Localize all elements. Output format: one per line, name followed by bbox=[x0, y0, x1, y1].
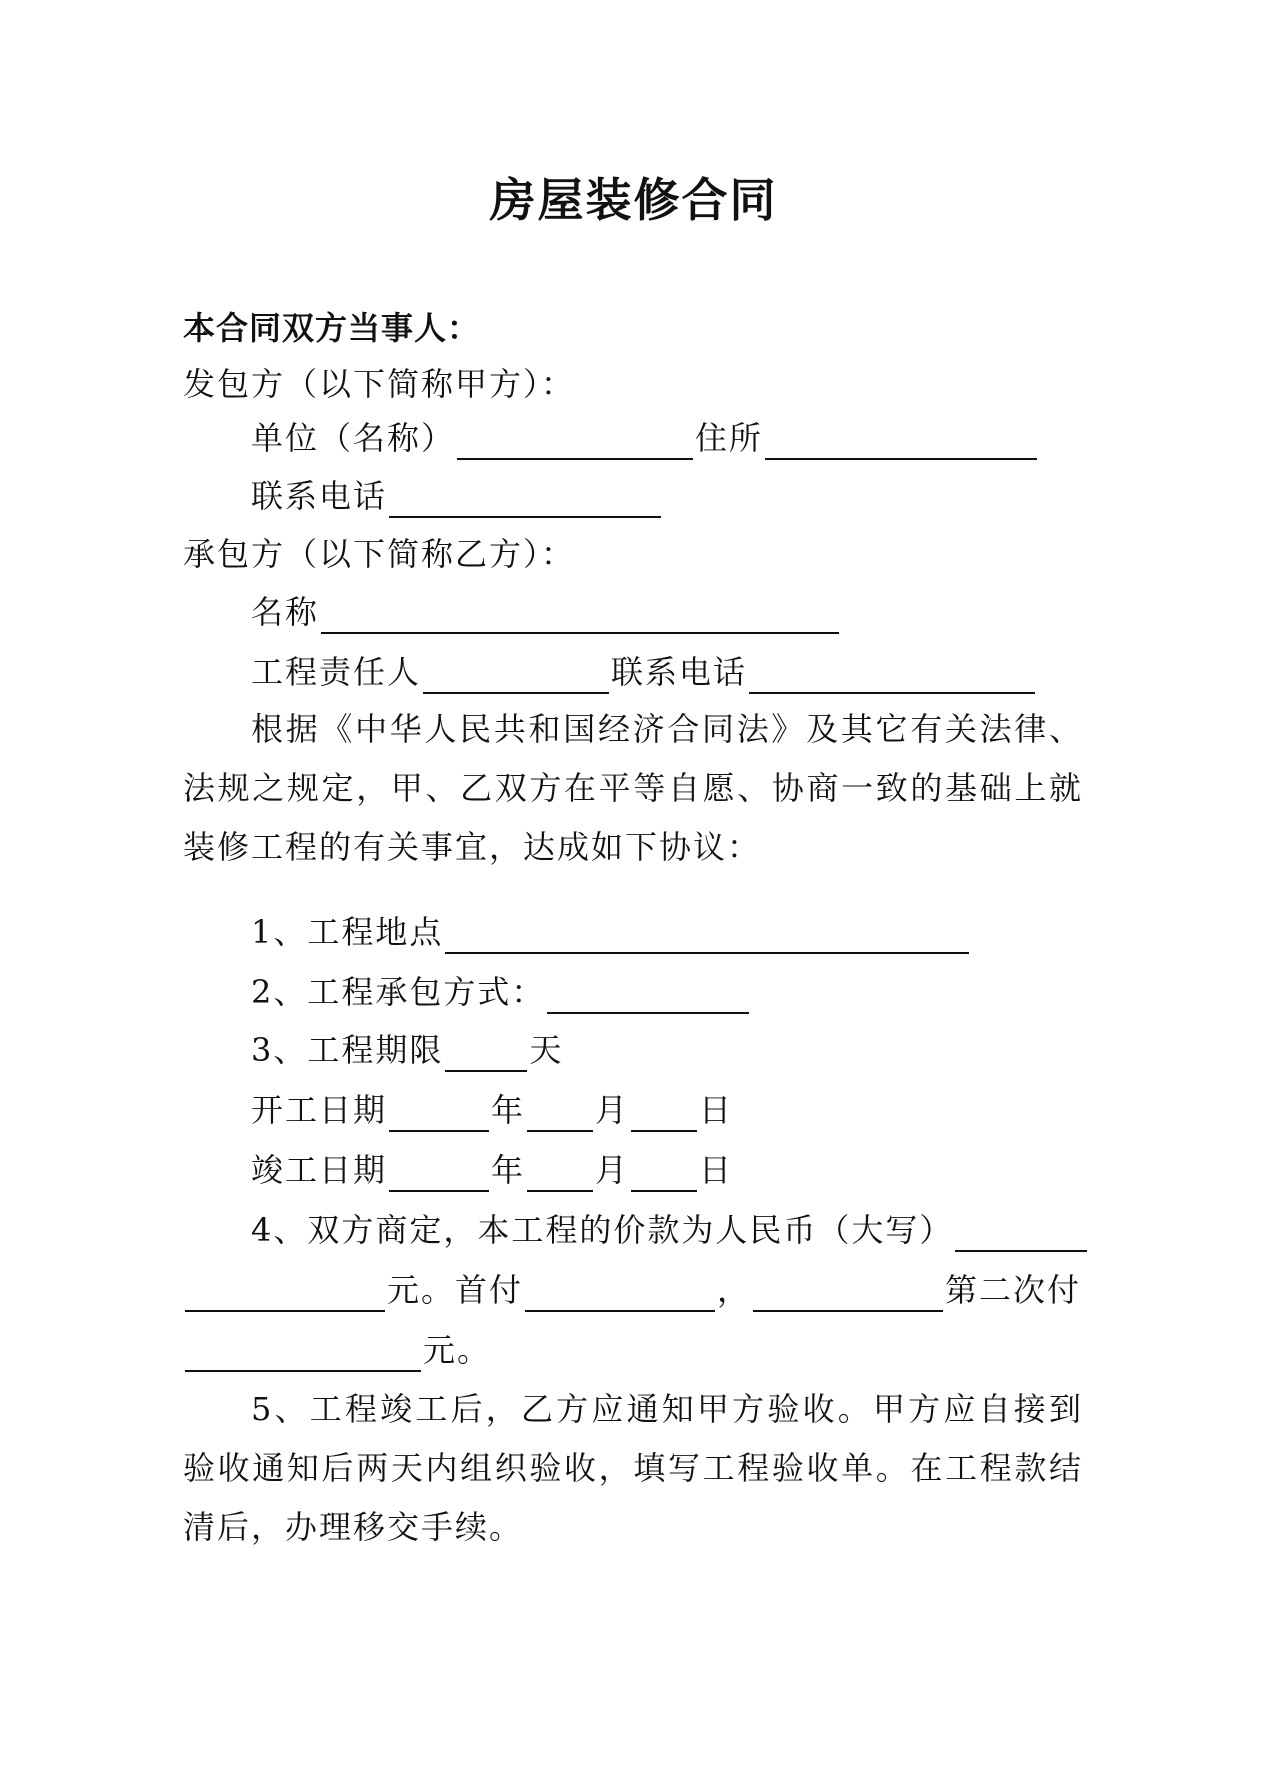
clause-2-blank[interactable] bbox=[547, 982, 749, 1014]
clause-4-amount-blank-a[interactable] bbox=[955, 1220, 1087, 1252]
parties-heading: 本合同双方当事人： bbox=[183, 309, 481, 347]
end-date-label: 竣工日期 bbox=[251, 1151, 388, 1189]
end-year-blank[interactable] bbox=[389, 1160, 489, 1192]
clause-1-label: 1、工程地点 bbox=[251, 913, 444, 951]
start-day-unit: 日 bbox=[699, 1091, 734, 1129]
party-b-manager-blank[interactable] bbox=[423, 662, 609, 694]
clause-4-first-payment-blank[interactable] bbox=[525, 1280, 715, 1312]
clause-4-yuan-end: 元。 bbox=[423, 1331, 492, 1369]
end-date-row bbox=[251, 1148, 733, 1192]
clause-1-blank[interactable] bbox=[445, 922, 969, 954]
start-date-label: 开工日期 bbox=[251, 1091, 388, 1129]
party-a-phone-row bbox=[251, 474, 663, 518]
end-month-blank[interactable] bbox=[527, 1160, 593, 1192]
party-b-name-row bbox=[251, 590, 841, 634]
clause-2-row bbox=[251, 970, 751, 1014]
preamble-paragraph: 根据《中华人民共和国经济合同法》及其它有关法律、法规之规定，甲、乙双方在平等自愿、协商一致的基础上就装修工程的有关事宜，达成如下协议： bbox=[183, 710, 1083, 866]
clause-3-days-blank[interactable] bbox=[445, 1040, 527, 1072]
clause-5-paragraph: 5、工程竣工后，乙方应通知甲方验收。甲方应自接到验收通知后两天内组织验收，填写工程验收单。在工程款结清后，办理移交手续。 bbox=[183, 1390, 1083, 1546]
start-day-blank[interactable] bbox=[631, 1100, 697, 1132]
party-b-name-blank[interactable] bbox=[321, 602, 839, 634]
party-a-phone-blank[interactable] bbox=[389, 486, 661, 518]
clause-2-label: 2、工程承包方式： bbox=[251, 973, 546, 1011]
clause-4-text: 4、双方商定，本工程的价款为人民币（大写） bbox=[251, 1211, 954, 1249]
clause-4-row-3 bbox=[183, 1328, 491, 1372]
end-month-unit: 月 bbox=[595, 1151, 630, 1189]
start-year-unit: 年 bbox=[491, 1091, 526, 1129]
clause-4-row-1 bbox=[251, 1208, 1089, 1252]
party-a-unit-row bbox=[251, 416, 1039, 460]
party-b-manager-label: 工程责任人 bbox=[251, 653, 422, 691]
party-b-manager-row bbox=[251, 650, 1037, 694]
start-year-blank[interactable] bbox=[389, 1100, 489, 1132]
party-b-name-label: 名称 bbox=[251, 593, 320, 631]
clause-4-second-amount-blank[interactable] bbox=[185, 1340, 421, 1372]
party-a-heading: 发包方（以下简称甲方）： bbox=[183, 365, 576, 403]
party-b-phone-blank[interactable] bbox=[749, 662, 1035, 694]
clause-3-label: 3、工程期限 bbox=[251, 1031, 444, 1069]
clause-4-row-2 bbox=[183, 1268, 1081, 1312]
party-a-address-blank[interactable] bbox=[765, 428, 1037, 460]
start-month-blank[interactable] bbox=[527, 1100, 593, 1132]
clause-4-amount-blank-b[interactable] bbox=[185, 1280, 385, 1312]
start-date-row bbox=[251, 1088, 733, 1132]
end-day-blank[interactable] bbox=[631, 1160, 697, 1192]
party-b-phone-label: 联系电话 bbox=[611, 653, 748, 691]
document-title: 房屋装修合同 bbox=[489, 173, 778, 227]
clause-4-second-label: 第二次付 bbox=[945, 1271, 1082, 1309]
end-day-unit: 日 bbox=[699, 1151, 734, 1189]
party-a-unit-blank[interactable] bbox=[457, 428, 693, 460]
clause-1-row bbox=[251, 910, 971, 954]
party-a-unit-label: 单位（名称） bbox=[251, 419, 456, 457]
clause-4-yuan: 元。首付 bbox=[387, 1271, 524, 1309]
party-b-heading: 承包方（以下简称乙方）： bbox=[183, 535, 576, 573]
end-year-unit: 年 bbox=[491, 1151, 526, 1189]
clause-4-second-payment-blank[interactable] bbox=[753, 1280, 943, 1312]
party-a-phone-label: 联系电话 bbox=[251, 477, 388, 515]
party-a-address-label: 住所 bbox=[695, 419, 764, 457]
clause-3-unit: 天 bbox=[529, 1031, 564, 1069]
clause-4-comma: ， bbox=[717, 1271, 752, 1309]
start-month-unit: 月 bbox=[595, 1091, 630, 1129]
clause-3-row bbox=[251, 1028, 563, 1072]
